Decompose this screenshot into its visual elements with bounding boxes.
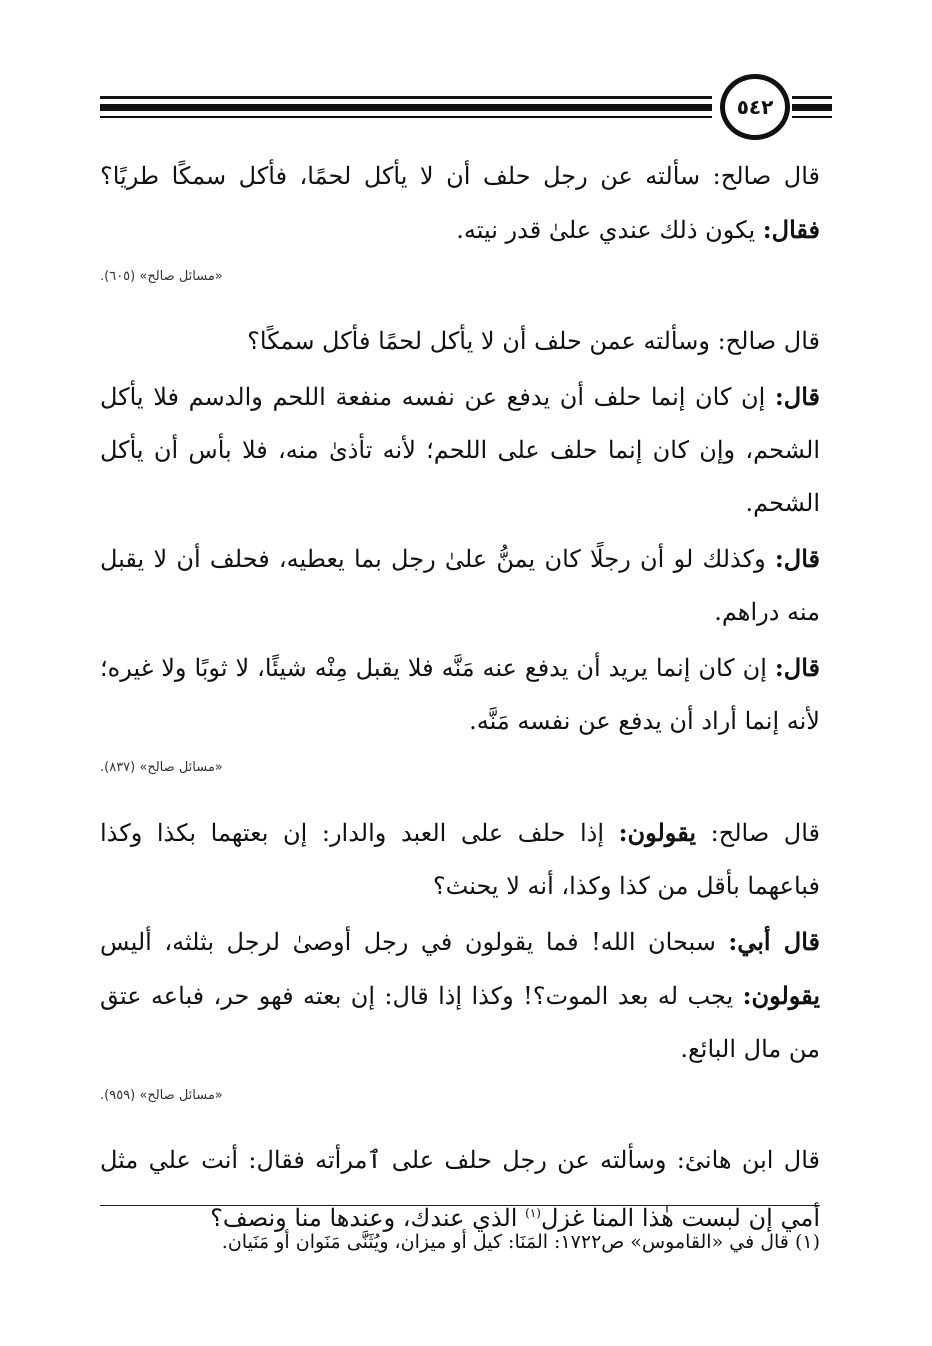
- citation-3: «مسائل صالح» (٩٥٩).: [100, 1088, 223, 1103]
- answer-2-text: وكذلك لو أن رجلًا كان يمنُّ علىٰ رجل بما يعطيه، فحلف أن لا يقبل منه دراهم.: [100, 545, 820, 626]
- header-rule-right-thick: [792, 104, 832, 111]
- footnote-text: قال في «القاموس» ص١٧٢٢: المَنَا: كيل أو ميزان، ويُثَنَّى مَنَوان أو مَنَيان.: [221, 1231, 795, 1253]
- page-header: [100, 74, 830, 142]
- page-number-badge: [720, 74, 790, 140]
- question-3-text: إذا حلف على العبد والدار: إن بعتهما بكذا وكذا فباعهما بأقل من كذا وكذا، أنه لا يحنث؟: [100, 819, 820, 900]
- paragraph-2-answer-1: [100, 370, 820, 530]
- answer-3-text: إن كان إنما يريد أن يدفع عنه مَنَّه فلا يقبل مِنْه شيئًا، لا ثوبًا ولا غيره؛ لأنه إنما أراد أن يدفع عن نفسه مَنَّه.: [100, 654, 820, 735]
- answer-1-lead: قال:: [774, 382, 820, 411]
- paragraph-1-text-2: يكون ذلك عندي علىٰ قدر نيته.: [456, 216, 763, 244]
- question-3-lead: قال صالح:: [696, 819, 821, 847]
- paragraph-2-question: قال صالح: وسألته عمن حلف أن لا يأكل لحمًا فأكل سمكًا؟: [247, 327, 820, 355]
- header-rule-right-thin: [792, 96, 832, 99]
- answer-1-text: إن كان إنما حلف أن يدفع عن نفسه منفعة اللحم والدسم فلا يأكل الشحم، وإن كان إنما حلف على اللحم؛ لأنه تأذىٰ منه، فلا بأس أن يأكل الشحم.: [100, 383, 820, 517]
- footnote: [100, 1222, 820, 1262]
- answer-3b-text-1: سبحان الله! فما يقولون في رجل أوصىٰ لرجل بثلثه، أليس: [100, 928, 729, 956]
- citation-2: «مسائل صالح» (٨٣٧).: [100, 760, 223, 775]
- answer-3b-lead: قال أبي:: [728, 927, 820, 956]
- header-rule-thin: [100, 96, 712, 99]
- answer-3-lead: قال:: [774, 653, 820, 682]
- paragraph-3-question: [100, 806, 820, 913]
- header-rule-right-bottom: [792, 116, 832, 118]
- paragraph-1: [100, 150, 820, 257]
- question-3-bold: يقولون:: [618, 818, 697, 847]
- footnote-separator: [100, 1205, 820, 1206]
- page-body: [100, 150, 820, 1245]
- header-rule-bottom: [100, 116, 712, 118]
- paragraph-4-text-2: الذي عندك، وعندها منا ونصف؟: [210, 1204, 526, 1232]
- header-rule-thick: [100, 104, 712, 111]
- page-number: ٥٤٢: [736, 95, 774, 119]
- paragraph-1-text: قال صالح: سألته عن رجل حلف أن لا يأكل لحمًا، فأكل سمكًا طريًا؟: [100, 162, 820, 190]
- paragraph-3-answer: [100, 915, 820, 1076]
- answer-2-lead: قال:: [774, 544, 820, 573]
- paragraph-4-text-1: قال ابن هانئ: وسألته عن رجل حلف على ٱمرأته فقال: أنت علي مثل أمي إن لبست هٰذا المنا غزل: [100, 1146, 820, 1232]
- paragraph-2-answer-2: [100, 532, 820, 639]
- answer-3b-bold: يقولون:: [742, 981, 820, 1010]
- citation-1: «مسائل صالح» (٦٠٥).: [100, 269, 223, 284]
- footnote-ref[interactable]: (١): [525, 1206, 541, 1220]
- paragraph-2-answer-3: [100, 641, 820, 748]
- paragraph-1-lead: فقال:: [762, 215, 820, 244]
- answer-3b-text-2: يجب له بعد الموت؟! وكذا إذا قال: إن بعته فهو حر، فباعه عتق من مال البائع.: [100, 982, 820, 1063]
- footnote-mark: (١): [794, 1231, 820, 1253]
